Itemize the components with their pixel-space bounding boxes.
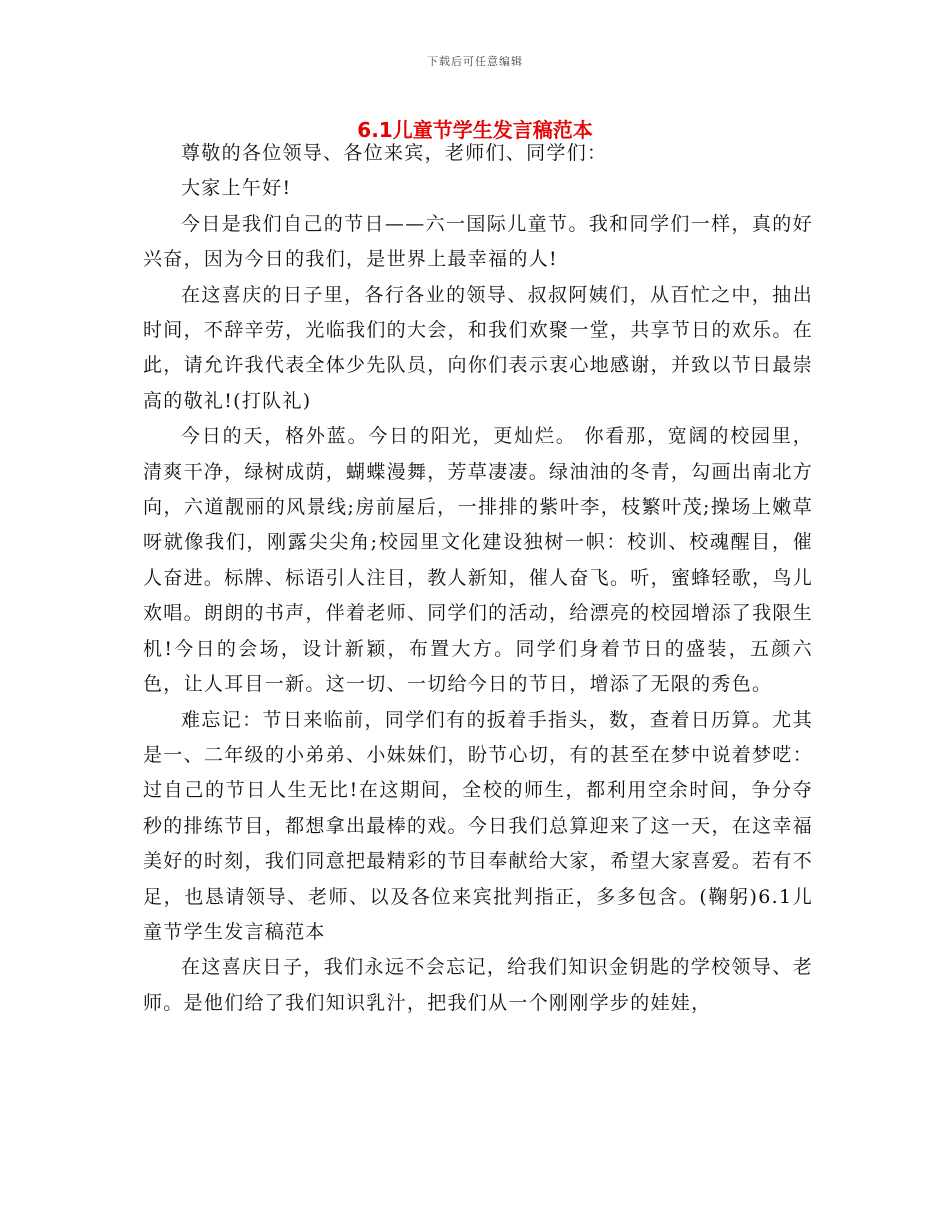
paragraph-hello: 大家上午好! [181,177,292,200]
paragraph-campus: 今日的天，格外蓝。今日的阳光，更灿烂。 你看那，宽阔的校园里，清爽干净，绿树成荫，蝴蝶漫舞，芳草凄凄。绿油油的冬青，勾画出南北方向，六道靓丽的风景线;房前屋后，一排排的紫叶李，枝繁叶茂;操场上嫩草呀就像我们，刚露尖尖角;校园里文化建设独树一帜：校训、校魂醒目，催人奋进。标牌、标语引人注目，教人新知，催人奋飞。听，蜜蜂轻歌，鸟儿欢唱。朗朗的书声，伴着老师、同学们的活动，给漂亮的校园增添了我限生机!今日的会场，设计新颖，布置大方。同学们身着节日的盛装，五颜六色，让人耳目一新。这一切、一切给今日的节日，增添了无限的秀色。 [143,425,813,696]
paragraph-teachers: 在这喜庆日子，我们永远不会忘记，给我们知识金钥匙的学校领导、老师。是他们给了我们知识乳汁，把我们从一个刚刚学步的娃娃， [143,956,813,1014]
paragraph-festival: 今日是我们自己的节日——六一国际儿童节。我和同学们一样，真的好兴奋，因为今日的我们，是世界上最幸福的人! [143,212,813,271]
paragraph-memory: 难忘记：节日来临前，同学们有的扳着手指头，数，查着日历算。尤其是一、二年级的小弟弟、小妹妹们，盼节心切，有的甚至在梦中说着梦呓：过自己的节日人生无比!在这期间，全校的师生，都利用空余时间，争分夺秒的排练节目，都想拿出最棒的戏。今日我们总算迎来了这一天，在这幸福美好的时刻，我们同意把最精彩的节目奉献给大家，希望大家喜爱。若有不足，也恳请领导、老师、以及各位来宾批判指正，多多包含。(鞠躬)6.1儿童节学生发言稿范本 [143,708,813,943]
paragraph-thanks: 在这喜庆的日子里，各行各业的领导、叔叔阿姨们，从百忙之中，抽出时间，不辞辛劳，光临我们的大会，和我们欢聚一堂，共享节日的欢乐。在此，请允许我代表全体少先队员，向你们表示衷心地感谢，并致以节日最崇高的敬礼!(打队礼) [143,283,813,412]
paragraph-greeting: 尊敬的各位领导、各位来宾，老师们、同学们： [181,142,608,164]
page-header-note: 下载后可任意编辑 [427,55,523,68]
document-body [143,136,813,1021]
document-title: 6.1儿童节学生发言稿范本 [357,118,593,142]
